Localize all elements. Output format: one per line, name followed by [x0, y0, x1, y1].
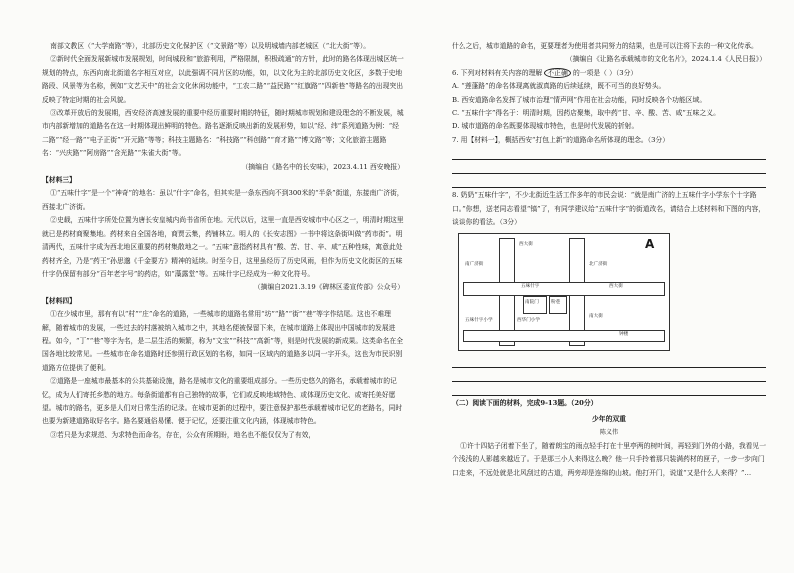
- paragraph: ②道路是一座城市最基本的公共基础设施，路名是城市文化的重要组成部分。一些历史悠久的路名，承载着城市的记忆，成为人们寄托乡愁的地方。每条街道都有自己独特的故事，它们或反映地域特色、或体现历史文化、或寄托美好愿望。城市的路名，更多是人们对日常生活的记录。在城市更新的过程中，要注意保护那些承载着城市记忆的老路名，同时也要为新建道路取好名字。路名要通俗易懂、便于记忆，还要注重文化内涵，体现城市特色。: [42, 377, 403, 426]
- map-label: 西大街: [609, 284, 623, 290]
- map-road: [463, 330, 665, 342]
- left-column: [42, 40, 404, 442]
- map-label: 南院门: [525, 300, 539, 306]
- answer-line[interactable]: [452, 369, 766, 382]
- answer-line[interactable]: [452, 147, 766, 160]
- story-author: 陈义伟: [599, 429, 618, 437]
- paragraph: ③改革开放后的发展期，西安经济高速发展的重要中经历重要时期的特征，随时期城市规划和建设理念的不断发展，城市内部新增加的道路名在这一时期体现出鲜明的特色。路名逐渐反映出新的发展形势，如以“经、纬”系列道路为例：“经二路”“经一路”“电子正街”“开元路”等等；科技主题路名：“科技路”“科创路”“育才路”“博文路”等；文化旅游主题路名：“兴庆路”“阿房路”“含光路”“朱雀大街”等。: [42, 109, 404, 158]
- map-label: 南广济街: [465, 262, 484, 268]
- answer-line[interactable]: [452, 175, 766, 188]
- map-label: 五味什字小学: [465, 318, 493, 324]
- story-title: 少年的双重: [592, 414, 626, 423]
- q6-option-d: D. 城市道路的命名既要体现城市特色，也是时代发展的折射。: [452, 122, 639, 131]
- map-label: 北广济街: [589, 262, 608, 268]
- source-citation: （摘编自《路名中的长安味》，2023.4.11 西安晚报）: [241, 162, 404, 171]
- paragraph: ②新时代全面发展新城市发展规划，时间城段和“旅游利用，严格限制，积极疏通”的方针，此时的路名体现出城区统一规划的特点，东西向南北街道名字相互对应，以此强调不同片区的功能，如，以文化为主的北部历史文化区，多数于史地路段、风景等为名称，例如“文艺天中”的社会文化休闲功能中，“工农二路”“益民路”“红旗路”“四新巷”等路名的出现突出反映了特定时期的社会风貌。: [42, 55, 404, 104]
- map-label: 西大街: [519, 242, 533, 248]
- map-label: 西华门小学: [517, 318, 540, 324]
- paragraph: ①在少城市里，那有有以“村”“庄”命名的道路，一些城市的道路名常用“坊”“路”“街”“巷”等字作结尾。这也不难理解，随着城市的发展，一些过去的村落被纳入城市之中，其地名便被保留下来，在城市道路上体现出中国城市的发展进程。如今，“丁”“巷”等字为名，是二层生活的频繁，称为“文宝”“科技”“高新”等，则是时代发展的新成果。这类命名在全国各地比较常见。一些城市在命名道路时还参照行政区划的名称，如同一区域内的道路多以同一字开头，这也为市民识别道路方位提供了便利。: [42, 310, 403, 372]
- q6-emphasis: 不正确: [544, 68, 570, 78]
- q6-option-c: C. “五味什字”得名于：明清时期，因药店聚集，取中药“甘、辛、酸、苦、咸”五味之义。: [452, 109, 720, 118]
- paragraph: ①许十四姑子闭着下坐了，随着朗宝的雨点轻手打在十里亭两的树叶间，再轻到门外的小路，我看见一个浅浅的人影越来越近了。于是那三小人来得这么晚？他一只手拎着那只装满药材的匣子，一步一步向门口走来，不远处就是北风刮过的古道，两旁却是连绵的山坡。他打开门，说道“又是什么人来得？”…: [452, 441, 767, 477]
- paragraph: 南部文教区（“大学南路”等），北部历史文化保护区（“文景路”等）以及明城墙内部老城区（“北大街”等）。: [50, 42, 371, 50]
- question-6: [452, 67, 766, 80]
- right-column: [452, 40, 766, 480]
- section-heading: （二）阅读下面的材料，完成9-13题。（20分）: [452, 399, 598, 408]
- map-label: 粉巷: [551, 300, 561, 306]
- street-map: [458, 233, 670, 351]
- answer-line[interactable]: [452, 355, 766, 368]
- q6-tail: 的一项是（ ）（3分）: [572, 68, 638, 77]
- material-heading: 【材料四】: [42, 296, 76, 305]
- answer-line[interactable]: [452, 383, 766, 396]
- question-8: 8. 奶奶“五味什字”，不少北街近生活工作多年的市民会说：“就是南广济的上五味什字小学东个十字路口。”你想，送老同志看望“镐”了，有同学建议给“五味什字”的街道改名，请结合上述材料和下图的内容，谈谈你的看法。（3分）: [452, 191, 766, 227]
- paragraph: 什么之后，城市道路的命名，更要理者为使用者共同努力的结果，也是可以注将下去的一种文化传承。: [452, 42, 758, 50]
- map-label: 南大街: [589, 314, 603, 320]
- q6-stem: 6. 下列对材料有关内容的理解: [452, 68, 543, 77]
- map-label: 钟楼: [619, 332, 629, 338]
- source-citation: （摘编自《让路名承载城市的文化名片》，2024.1.4《人民日报》）: [565, 55, 766, 64]
- paragraph: ①“五味什字”是一个“神奇”的地名：虽以“什字”命名，但其实是一条东西向不到300米的“半条”街道，东接南广济街，西接北广济街。: [42, 189, 404, 211]
- answer-line[interactable]: [452, 161, 766, 174]
- source-citation: （摘编自2021.3.19《碑林区委宣传部》公众号）: [253, 283, 404, 292]
- question-7: 7. 用【材料一】，概括西安“打包上新”的道路命名所体现的理念。（3分）: [452, 135, 670, 144]
- map-road: [463, 282, 665, 296]
- q6-option-b: B. 西安道路命名发挥了城市治理“情声网”作用在社会功能，同时反映各个功能区域。: [452, 95, 707, 104]
- paragraph: ③若只是为求规范、为求特色而命名，存在，公众有所期盼，地名也不能仅仅为了有效，: [50, 430, 316, 439]
- north-arrow-icon: A: [645, 237, 655, 252]
- map-label: 五味什字: [521, 284, 540, 290]
- material-heading: 【材料三】: [42, 176, 76, 185]
- paragraph: ②史载，五味什字所处位置为唐长安皇城内尚书省所在地。元代以后，这里一直是西安城市中心区之一，明清时期这里就已是药材商聚集地。药材来自全国各地，商贾云集，药铺林立。明人的《长安志图》一书中将这条街叫做“药市街”。明清两代，五味什字成为西北地区重要的药材集散地之一。“五味”意指药材具有“酸、苦、甘、辛、咸”五种性味，寓意此处药材齐全，乃是“药王”孙思邈《千金要方》精神的延续。时至今日，这里虽经历了历史风雨，但作为历史文化街区的五味什字仍保留有部分“百年老字号”的药店，如“藻露堂”等。五味什字已经成为一种文化符号。: [42, 216, 404, 278]
- q6-option-a: A. “莲蓬路”的命名体现离就淑真路的后续延续，既不可当的良好势头。: [452, 82, 666, 91]
